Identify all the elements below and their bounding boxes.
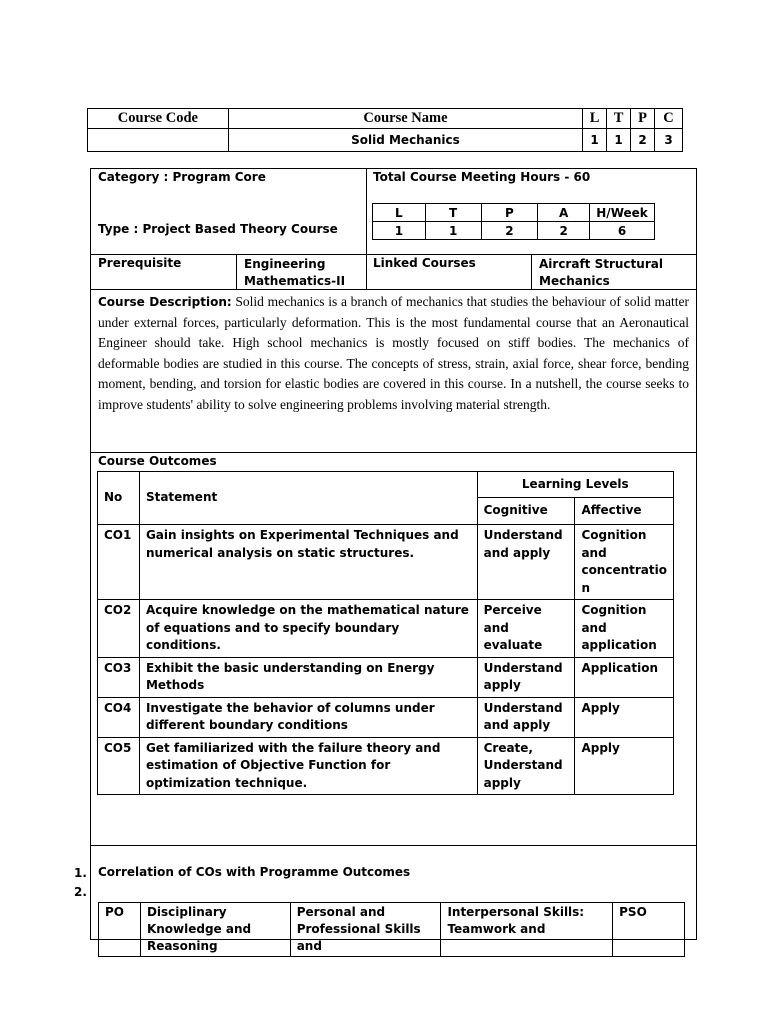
c-value: 3 <box>655 129 683 152</box>
table-row <box>98 737 674 795</box>
course-code-label: Course Code <box>88 109 229 129</box>
outcomes-header-affective: Affective <box>575 498 674 525</box>
course-description-label: Course Description: <box>98 295 232 309</box>
prerequisite-value-line-2: Mathematics-II <box>244 274 346 288</box>
table-row <box>98 697 674 737</box>
l-label: L <box>583 109 607 129</box>
outcome-no: CO5 <box>98 737 140 795</box>
list-number: 2. <box>74 885 87 899</box>
outcomes-header-no: No <box>98 472 140 525</box>
table-row <box>98 600 674 658</box>
po-header: Interpersonal Skills: Teamwork and <box>441 903 613 957</box>
course-description-text: Solid mechanics is a branch of mechanics that studies the behaviour of solid matter under external forces, particularly deformation. This is the most fundamental course that an Aeronautical Engineer should take. High school mechanics is mostly focused on stiff bodies. The mechanics of deformable bodies are studied in this course. The concepts of stress, strain, axial force, shear force, bending moment, bending, and torsion for elastic bodies are covered in this course. In a nutshell, the course seeks to improve students' ability to solve engineering problems involving material strength. <box>98 294 689 412</box>
outcome-statement: Acquire knowledge on the mathematical nature of equations and to specify boundary conditions. <box>139 600 477 658</box>
outcome-cognitive: Perceive and evaluate <box>477 600 575 658</box>
outcome-no: CO4 <box>98 697 140 737</box>
divider <box>531 254 532 290</box>
divider <box>90 254 697 255</box>
course-header-table <box>87 108 683 152</box>
course-outcomes-table <box>97 471 674 795</box>
linked-courses-value-line-1: Aircraft Structural <box>539 257 663 271</box>
l-value: 1 <box>583 129 607 152</box>
linked-courses-value <box>539 256 663 290</box>
outcome-no: CO1 <box>98 525 140 600</box>
outcome-cognitive: Create, Understand apply <box>477 737 575 795</box>
divider <box>90 845 697 846</box>
outcome-affective: Apply <box>575 737 674 795</box>
hours-value-t: 1 <box>425 222 481 240</box>
p-value: 2 <box>631 129 655 152</box>
hours-value-l: 1 <box>373 222 426 240</box>
t-value: 1 <box>607 129 631 152</box>
po-header: PSO <box>613 903 685 957</box>
hours-header-p: P <box>481 204 538 222</box>
outcome-cognitive: Understand and apply <box>477 525 575 600</box>
hours-value-hweek: 6 <box>590 222 655 240</box>
prerequisite-label: Prerequisite <box>98 256 182 270</box>
outcome-cognitive: Understand apply <box>477 657 575 697</box>
prerequisite-value-line-1: Engineering <box>244 257 326 271</box>
type-text: Type : Project Based Theory Course <box>98 222 338 236</box>
hours-value-p: 2 <box>481 222 538 240</box>
list-number: 1. <box>74 866 87 880</box>
prerequisite-value <box>244 256 345 290</box>
divider <box>236 254 237 290</box>
outcome-statement: Gain insights on Experimental Techniques and numerical analysis on static structures. <box>139 525 477 600</box>
outcome-no: CO3 <box>98 657 140 697</box>
course-description <box>98 292 689 416</box>
outcomes-header-statement: Statement <box>139 472 477 525</box>
divider <box>90 845 91 940</box>
outcome-affective: Cognition and application <box>575 600 674 658</box>
list-numbers <box>74 864 87 902</box>
outcome-statement: Investigate the behavior of columns under different boundary conditions <box>139 697 477 737</box>
po-header: Personal and Professional Skills and <box>290 903 441 957</box>
c-label: C <box>655 109 683 129</box>
total-hours-text: Total Course Meeting Hours - 60 <box>373 170 591 184</box>
hours-header-l: L <box>373 204 426 222</box>
divider <box>366 168 367 290</box>
category-text: Category : Program Core <box>98 170 266 184</box>
outcomes-header-learning-levels: Learning Levels <box>477 472 673 498</box>
po-header: Disciplinary Knowledge and Reasoning <box>140 903 290 957</box>
po-correlation-table <box>98 902 685 957</box>
outcome-affective: Apply <box>575 697 674 737</box>
linked-courses-value-line-2: Mechanics <box>539 274 610 288</box>
hours-value-a: 2 <box>538 222 590 240</box>
divider <box>90 452 697 453</box>
t-label: T <box>607 109 631 129</box>
hours-table <box>372 203 655 240</box>
p-label: P <box>631 109 655 129</box>
outcomes-header-cognitive: Cognitive <box>477 498 575 525</box>
course-name-value: Solid Mechanics <box>228 129 582 152</box>
outcome-affective: Cognition and concentratio n <box>575 525 674 600</box>
hours-header-t: T <box>425 204 481 222</box>
correlation-title: Correlation of COs with Programme Outcomes <box>98 865 411 879</box>
table-row <box>98 657 674 697</box>
outcome-statement: Exhibit the basic understanding on Energy Methods <box>139 657 477 697</box>
course-name-label: Course Name <box>228 109 582 129</box>
outcome-statement: Get familiarized with the failure theory and estimation of Objective Function for optimization technique. <box>139 737 477 795</box>
outcome-cognitive: Understand and apply <box>477 697 575 737</box>
hours-header-hweek: H/Week <box>590 204 655 222</box>
course-code-value <box>88 129 229 152</box>
po-header: PO <box>99 903 141 957</box>
linked-courses-label: Linked Courses <box>373 256 476 270</box>
hours-header-a: A <box>538 204 590 222</box>
outcome-affective: Application <box>575 657 674 697</box>
course-outcomes-title: Course Outcomes <box>98 454 217 468</box>
table-row <box>98 525 674 600</box>
outcome-no: CO2 <box>98 600 140 658</box>
